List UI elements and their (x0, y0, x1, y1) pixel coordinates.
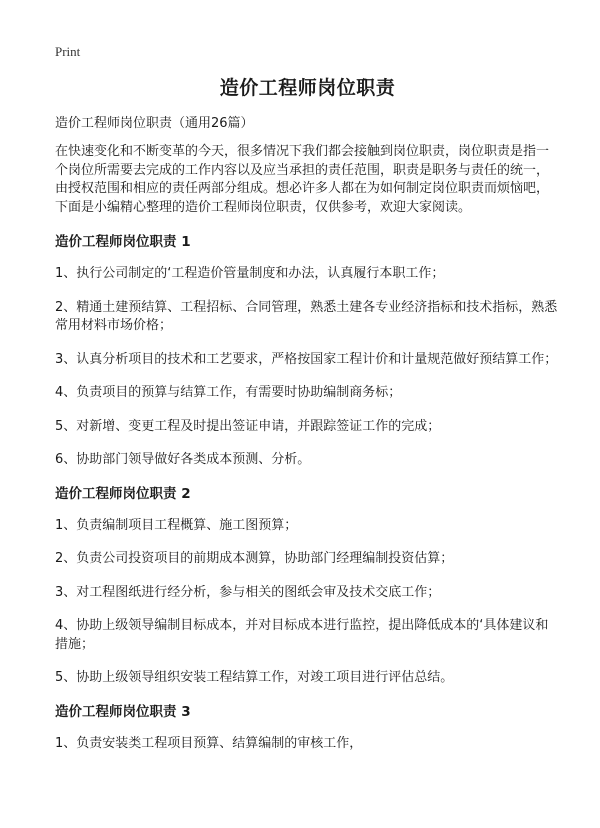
section-1 (55, 233, 560, 470)
list-item: 1、执行公司制定的‘工程造价管量制度和办法，认真履行本职工作； (55, 266, 445, 281)
list-item: 3、对工程图纸进行经分析，参与相关的图纸会审及技术交底工作； (55, 584, 441, 600)
intro-paragraph: 在快速变化和不断变革的今天，很多情况下我们都会接触到岗位职责，岗位职责是指一个岗位所需要去完成的工作内容以及应当承担的责任范围，职责是职务与责任的统一，由授权范围和相应的责任两部分组成。想必许多人都在为如何制定岗位职责而烦恼吧，下面是小编精心整理的造价工程师岗位职责，仅供参考，欢迎大家阅读。 (55, 144, 550, 215)
section-heading: 造价工程师岗位职责 2 (55, 485, 191, 502)
list-item: 6、协助部门领导做好各类成本预测、分析。 (55, 452, 311, 467)
list-item: 1、负责编制项目工程概算、施工图预算； (55, 517, 298, 533)
list-item: 5、对新增、变更工程及时提出签证申请，并跟踪签证工作的完成； (55, 418, 441, 434)
list-item: 4、负责项目的预算与结算工作，有需要时协助编制商务标； (55, 385, 402, 400)
list-item: 2、负责公司投资项目的前期成本测算，协助部门经理编制投资估算； (55, 551, 454, 566)
section-2 (55, 485, 560, 688)
print-label: Print (55, 44, 81, 59)
section-3 (55, 703, 560, 754)
section-heading: 造价工程师岗位职责 1 (55, 234, 191, 250)
list-item: 4、协助上级领导编制目标成本，并对目标成本进行监控，提出降低成本的‘具体建议和措施； (55, 618, 549, 652)
list-item: 3、认真分析项目的技术和工艺要求，严格按国家工程计价和计量规范做好预结算工作； (55, 351, 558, 367)
list-item: 2、精通土建预结算、工程招标、合同管理，熟悉土建各专业经济指标和技术指标，熟悉常用材料市场价格； (55, 299, 558, 333)
document-title: 造价工程师岗位职责 (219, 77, 396, 99)
section-heading: 造价工程师岗位职责 3 (55, 703, 191, 720)
document-subtitle: 造价工程师岗位职责（通用26篇） (55, 116, 254, 131)
list-item: 5、协助上级领导组织安装工程结算工作，对竣工项目进行评估总结。 (55, 670, 454, 685)
list-item: 1、负责安装类工程项目预算、结算编制的审核工作， (55, 735, 363, 751)
